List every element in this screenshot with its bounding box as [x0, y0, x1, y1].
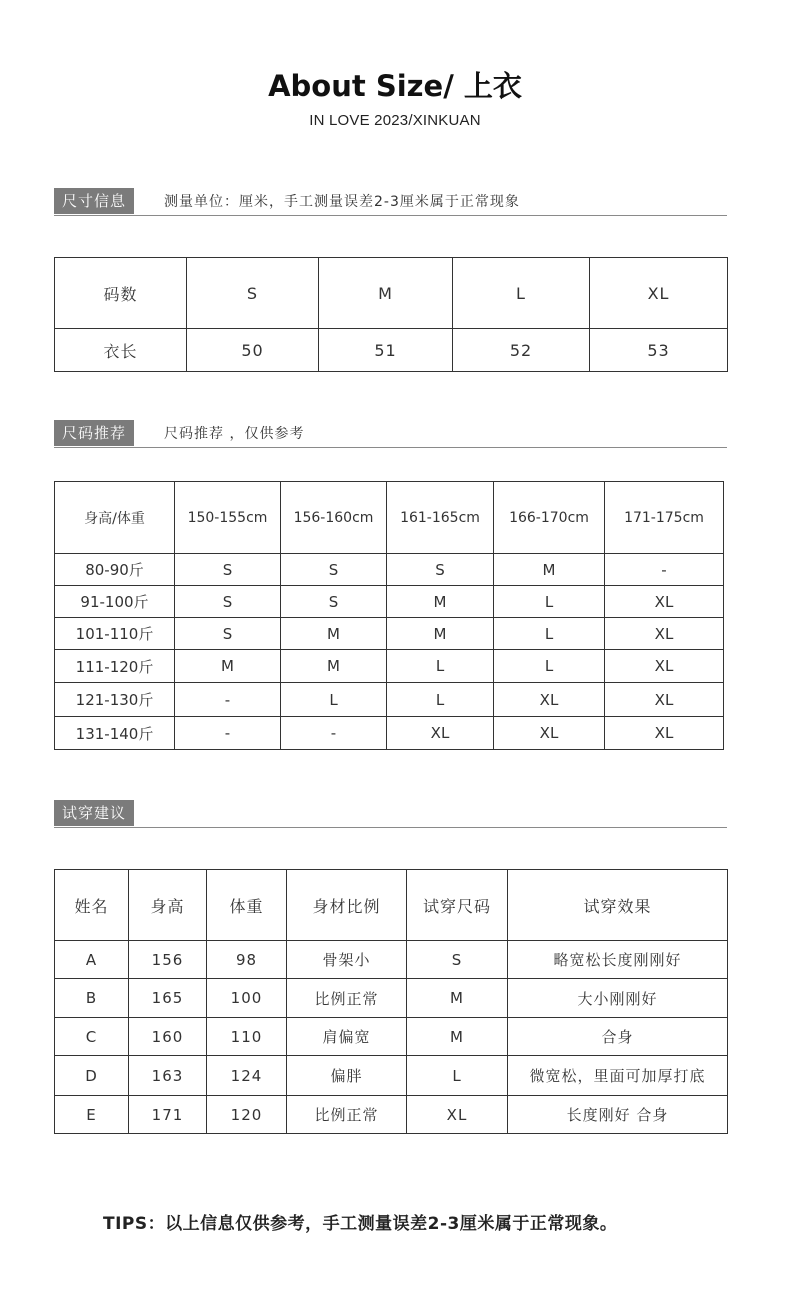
table-cell: 骨架小	[287, 941, 407, 979]
table-cell: M	[407, 1018, 508, 1056]
table-cell: XL	[605, 650, 724, 683]
table-cell: S	[407, 941, 508, 979]
table-cell: 124	[207, 1056, 287, 1096]
section-size-recommend-tag: 尺码推荐	[54, 420, 134, 446]
size-info-table	[54, 257, 728, 372]
table-cell: -	[605, 554, 724, 586]
table-cell: 121-130斤	[55, 683, 175, 717]
tips-note: TIPS：以上信息仅供参考，手工测量误差2-3厘米属于正常现象。	[103, 1214, 618, 1234]
table-cell: S	[281, 586, 387, 618]
table-cell: XL	[605, 586, 724, 618]
section-size-info-header	[54, 187, 727, 216]
table-cell: 偏胖	[287, 1056, 407, 1096]
table-header-cell: 码数	[55, 258, 187, 329]
table-cell: L	[281, 683, 387, 717]
table-cell: C	[55, 1018, 129, 1056]
table-row	[55, 979, 728, 1018]
section-size-recommend-note: 尺码推荐 ，仅供参考	[164, 426, 305, 442]
table-cell: 肩偏宽	[287, 1018, 407, 1056]
table-cell: 合身	[508, 1018, 728, 1056]
table-cell: L	[387, 650, 494, 683]
table-row	[55, 1056, 728, 1096]
table-cell: S	[387, 554, 494, 586]
table-cell: 160	[129, 1018, 207, 1056]
table-cell: 51	[319, 329, 453, 372]
table-header-cell: 156-160cm	[281, 482, 387, 554]
table-cell: 101-110斤	[55, 618, 175, 650]
table-cell: M	[281, 618, 387, 650]
page-title: About Size/ 上衣	[268, 69, 522, 103]
table-header-row	[55, 258, 728, 329]
table-row	[55, 1096, 728, 1134]
try-on-table	[54, 869, 728, 1134]
page-subtitle: IN LOVE 2023/XINKUAN	[309, 112, 481, 129]
table-cell: XL	[407, 1096, 508, 1134]
table-cell: S	[175, 618, 281, 650]
table-header-row	[55, 870, 728, 941]
table-cell: D	[55, 1056, 129, 1096]
table-cell: XL	[605, 683, 724, 717]
table-header-cell: XL	[590, 258, 728, 329]
table-row	[55, 554, 724, 586]
table-cell: 长度刚好 合身	[508, 1096, 728, 1134]
table-header-cell: 150-155cm	[175, 482, 281, 554]
table-header-cell: 171-175cm	[605, 482, 724, 554]
section-size-recommend-header	[54, 419, 727, 448]
table-cell: 131-140斤	[55, 717, 175, 750]
table-cell: 微宽松，里面可加厚打底	[508, 1056, 728, 1096]
table-cell: L	[387, 683, 494, 717]
table-cell: 120	[207, 1096, 287, 1134]
section-try-on-header	[54, 799, 727, 828]
table-header-cell: 体重	[207, 870, 287, 941]
table-header-cell: L	[453, 258, 590, 329]
table-row	[55, 941, 728, 979]
table-header-cell: 试穿尺码	[407, 870, 508, 941]
table-cell: -	[175, 717, 281, 750]
table-row	[55, 650, 724, 683]
table-cell: 163	[129, 1056, 207, 1096]
table-cell: M	[407, 979, 508, 1018]
table-cell: XL	[494, 683, 605, 717]
table-cell: S	[281, 554, 387, 586]
table-header-cell: 姓名	[55, 870, 129, 941]
table-cell: S	[175, 554, 281, 586]
table-cell: 略宽松长度刚刚好	[508, 941, 728, 979]
table-cell: S	[175, 586, 281, 618]
table-cell: XL	[494, 717, 605, 750]
table-cell: 80-90斤	[55, 554, 175, 586]
table-header-cell: M	[319, 258, 453, 329]
table-cell: 52	[453, 329, 590, 372]
table-cell: A	[55, 941, 129, 979]
table-cell: 98	[207, 941, 287, 979]
table-cell: -	[281, 717, 387, 750]
table-header-cell: 身高/体重	[55, 482, 175, 554]
table-cell: L	[494, 650, 605, 683]
table-cell: M	[387, 618, 494, 650]
table-cell: L	[407, 1056, 508, 1096]
table-cell: B	[55, 979, 129, 1018]
table-cell: XL	[605, 618, 724, 650]
table-cell: L	[494, 618, 605, 650]
table-cell: M	[387, 586, 494, 618]
table-cell: 111-120斤	[55, 650, 175, 683]
table-cell: 171	[129, 1096, 207, 1134]
table-cell: -	[175, 683, 281, 717]
table-header-cell: 161-165cm	[387, 482, 494, 554]
table-header-cell: 身材比例	[287, 870, 407, 941]
table-header-cell: 166-170cm	[494, 482, 605, 554]
section-size-info-note: 测量单位：厘米，手工测量误差2-3厘米属于正常现象	[164, 194, 520, 210]
table-cell: M	[281, 650, 387, 683]
table-cell: 大小刚刚好	[508, 979, 728, 1018]
table-header-cell: S	[187, 258, 319, 329]
table-header-cell: 试穿效果	[508, 870, 728, 941]
table-row	[55, 717, 724, 750]
table-cell: XL	[605, 717, 724, 750]
table-cell: 156	[129, 941, 207, 979]
table-cell: M	[494, 554, 605, 586]
size-recommend-table	[54, 481, 724, 750]
section-size-info-tag: 尺寸信息	[54, 188, 134, 214]
table-cell: 比例正常	[287, 979, 407, 1018]
table-row	[55, 1018, 728, 1056]
table-cell: 衣长	[55, 329, 187, 372]
table-row	[55, 586, 724, 618]
table-row	[55, 618, 724, 650]
section-try-on-tag: 试穿建议	[54, 800, 134, 826]
table-cell: 50	[187, 329, 319, 372]
table-row	[55, 329, 728, 372]
table-cell: XL	[387, 717, 494, 750]
table-cell: 53	[590, 329, 728, 372]
table-cell: 比例正常	[287, 1096, 407, 1134]
table-cell: E	[55, 1096, 129, 1134]
table-row	[55, 683, 724, 717]
table-cell: M	[175, 650, 281, 683]
table-cell: 91-100斤	[55, 586, 175, 618]
table-cell: 110	[207, 1018, 287, 1056]
table-cell: L	[494, 586, 605, 618]
table-cell: 100	[207, 979, 287, 1018]
table-header-cell: 身高	[129, 870, 207, 941]
table-header-row	[55, 482, 724, 554]
table-cell: 165	[129, 979, 207, 1018]
